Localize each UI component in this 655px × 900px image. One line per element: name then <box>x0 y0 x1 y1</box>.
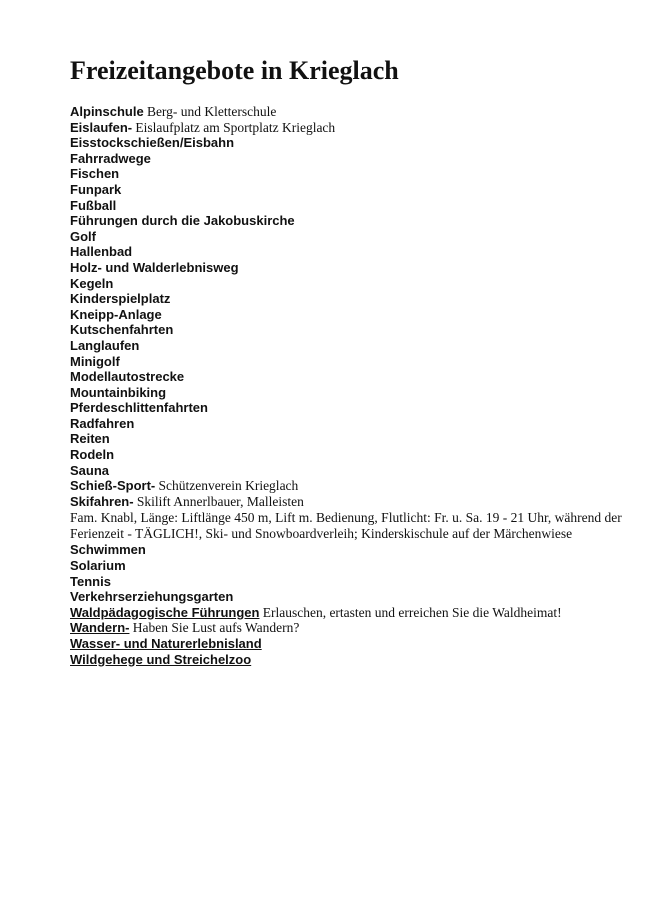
activity-list <box>70 104 640 509</box>
ski-details-paragraph: Fam. Knabl, Länge: Liftlänge 450 m, Lift m. Bedienung, Flutlicht: Fr. u. Sa. 19 - 21 Uhr, während der Ferienzeit - TÄGLICH!, Ski- und Snowboardverleih; Kinderskischule auf der Märchenwiese <box>70 510 622 541</box>
activity-label: Hallenbad <box>70 244 133 260</box>
activity-description: Schützenverein Krieglach <box>158 478 299 494</box>
activity-label: Eislaufen- <box>70 119 133 135</box>
activity-label: Alpinschule <box>70 104 144 119</box>
activity-item-fussball <box>70 198 640 214</box>
activity-item-rodeln <box>70 447 640 463</box>
activity-link[interactable]: Wasser- und Naturerlebnisland <box>70 636 262 651</box>
activity-item-kutschenfahrten <box>70 322 640 338</box>
activity-description: Erlauschen, ertasten und erreichen Sie die Waldheimat! <box>262 604 562 620</box>
activity-label: Sauna <box>70 462 110 478</box>
activity-item-kegeln <box>70 276 640 292</box>
activity-label: Skifahren- <box>70 493 134 509</box>
activity-list-continued <box>70 542 640 667</box>
activity-label: Radfahren <box>70 415 135 431</box>
activity-item-fuehrungen-durch-die-jakobuskirche <box>70 213 640 229</box>
activity-label: Holz- und Walderlebnisweg <box>70 259 239 275</box>
activity-label: Reiten <box>70 431 110 447</box>
activity-item-skifahren <box>70 494 640 510</box>
activity-item-mountainbiking <box>70 385 640 401</box>
activity-item-schiess-sport <box>70 478 640 494</box>
activity-item-reiten <box>70 431 640 447</box>
activity-link[interactable]: Wildgehege und Streichelzoo <box>70 651 252 667</box>
activity-item-wandern[interactable] <box>70 620 640 636</box>
activity-label: Tennis <box>70 573 111 589</box>
activity-label: Kinderspielplatz <box>70 291 171 307</box>
activity-item-eislaufen <box>70 120 640 136</box>
activity-item-langlaufen <box>70 338 640 354</box>
activity-item-sauna <box>70 463 640 479</box>
activity-item-modellautostrecke <box>70 369 640 385</box>
activity-label: Kegeln <box>70 275 114 291</box>
activity-label: Verkehrserziehungsgarten <box>70 589 234 605</box>
activity-item-wasser-und-naturerlebnisland[interactable] <box>70 636 640 652</box>
activity-item-eisstockschiessen-eisbahn <box>70 135 640 151</box>
activity-label: Fußball <box>70 197 117 213</box>
activity-item-funpark <box>70 182 640 198</box>
activity-label: Langlaufen <box>70 337 140 353</box>
activity-item-holz-und-walderlebnisweg <box>70 260 640 276</box>
document-page <box>70 56 640 667</box>
activity-label: Fischen <box>70 166 120 182</box>
activity-item-hallenbad <box>70 244 640 260</box>
activity-item-verkehrserziehungsgarten <box>70 589 640 605</box>
activity-label: Mountainbiking <box>70 384 167 400</box>
activity-item-waldpaedagogische-fuehrungen[interactable] <box>70 605 640 621</box>
activity-item-pferdeschlittenfahrten <box>70 400 640 416</box>
activity-label: Schwimmen <box>70 542 146 558</box>
activity-description: Berg- und Kletterschule <box>146 104 277 119</box>
activity-label: Funpark <box>70 181 122 197</box>
activity-item-kneipp-anlage <box>70 307 640 323</box>
activity-label: Modellautostrecke <box>70 369 185 385</box>
activity-item-fischen <box>70 166 640 182</box>
activity-label: Eisstockschießen/Eisbahn <box>70 135 235 151</box>
activity-label: Kneipp-Anlage <box>70 306 162 322</box>
activity-label: Golf <box>70 228 96 244</box>
activity-label: Fahrradwege <box>70 150 151 166</box>
activity-link[interactable]: Wandern- <box>70 620 130 636</box>
activity-item-radfahren <box>70 416 640 432</box>
activity-item-golf <box>70 229 640 245</box>
page-title: Freizeitangebote in Krieglach <box>70 56 399 85</box>
activity-label: Rodeln <box>70 447 115 463</box>
activity-item-solarium <box>70 558 640 574</box>
activity-link[interactable]: Waldpädagogische Führungen <box>70 604 260 620</box>
activity-item-wildgehege-und-streichelzoo[interactable] <box>70 652 640 668</box>
activity-label: Minigolf <box>70 353 120 369</box>
activity-description: Skilift Annerlbauer, Malleisten <box>136 493 304 509</box>
activity-label: Schieß-Sport- <box>70 478 156 494</box>
activity-label: Pferdeschlittenfahrten <box>70 400 208 416</box>
activity-item-fahrradwege <box>70 151 640 167</box>
activity-item-schwimmen <box>70 542 640 558</box>
activity-label: Solarium <box>70 558 126 574</box>
activity-label: Führungen durch die Jakobuskirche <box>70 213 295 229</box>
activity-label: Kutschenfahrten <box>70 322 174 338</box>
activity-item-tennis <box>70 574 640 590</box>
activity-description: Haben Sie Lust aufs Wandern? <box>132 620 300 636</box>
activity-item-kinderspielplatz <box>70 291 640 307</box>
activity-description: Eislaufplatz am Sportplatz Krieglach <box>135 119 336 135</box>
activity-item-alpinschule <box>70 104 640 120</box>
activity-item-minigolf <box>70 354 640 370</box>
